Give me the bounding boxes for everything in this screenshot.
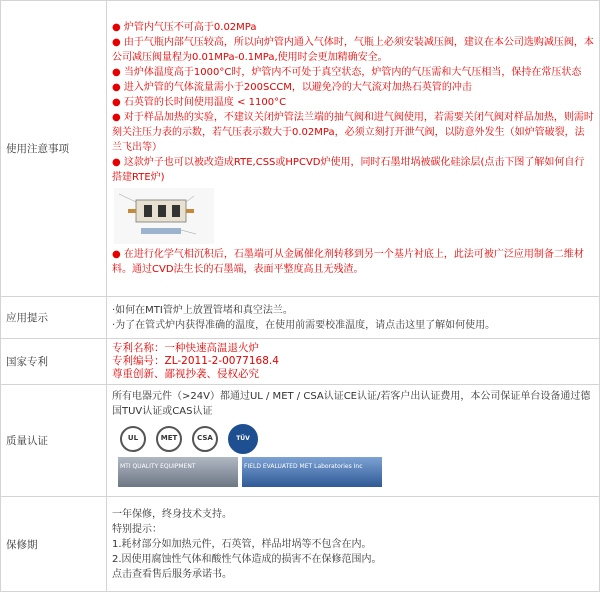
warranty-line: 一年保修，终身技术支持。 xyxy=(112,508,232,520)
tip-link[interactable]: ·如何在MTI管炉上放置管堵和真空法兰。 xyxy=(112,304,293,316)
note-item-rte-link[interactable]: ● 这款炉子也可以被改造成RTE,CSS或HPCVD炉使用，同时石墨坩埚被碳化硅涂层(点击下图了解如何自行搭建RTE炉) xyxy=(112,157,585,183)
row-usage-notes xyxy=(1,1,600,297)
warranty-line: 1.耗材部分如加热元件，石英管，样品坩埚等不包含在内。 xyxy=(112,538,372,550)
csa-logo-icon: CSA xyxy=(192,426,218,452)
note-item: ● 在进行化学气相沉积后，石墨端可从金属催化剂转移到另一个基片衬底上，此法可被广泛应用制备二维材料。通过CVD法生长的石墨端，表面平整度高且无残渣。 xyxy=(112,249,584,275)
warranty-line: 特别提示： xyxy=(112,523,162,535)
rte-diagram-image[interactable] xyxy=(114,188,214,244)
certification-text: 所有电器元件（>24V）都通过UL / MET / CSA认证CE认证/若客户出认证费用，本公司保证单台设备通过德国TUV认证或CAS认证 xyxy=(112,390,591,417)
row-label: 国家专利 xyxy=(1,339,107,385)
tip-link[interactable]: ·为了在管式炉内获得准确的温度，在使用前需要校准温度，请点击这里了解如何使用。 xyxy=(112,319,496,331)
ul-logo-icon: UL xyxy=(120,426,146,452)
tuv-logo-icon: TÜV xyxy=(228,424,258,454)
warranty-line: 2.因使用腐蚀性气体和酸性气体造成的损害不在保修范围内。 xyxy=(112,553,382,565)
row-patent xyxy=(1,339,600,385)
cert-logos xyxy=(120,425,594,453)
application-tips-content xyxy=(107,297,600,339)
mti-quality-label-image: MTI QUALITY EQUIPMENT xyxy=(118,457,238,487)
usage-notes-content xyxy=(107,1,600,297)
row-application-tips xyxy=(1,297,600,339)
row-label: 质量认证 xyxy=(1,385,107,497)
patent-note: 尊重创新、鄙视抄袭、侵权必究 xyxy=(112,368,259,380)
note-item: ● 进入炉管的气体流量需小于200SCCM，以避免冷的大气流对加热石英管的冲击 xyxy=(112,82,472,93)
row-label: 保修期 xyxy=(1,497,107,592)
patent-number: 专利编号：ZL-2011-2-0077168.4 xyxy=(112,355,279,367)
row-warranty xyxy=(1,497,600,592)
patent-content xyxy=(107,339,600,385)
service-commitment-link[interactable]: 点击查看售后服务承诺书。 xyxy=(112,568,232,580)
note-item: ● 由于气瓶内部气压较高，所以向炉管内通入气体时，气瓶上必须安装减压阀，建议在本公司选购减压阀，本公司减压阀量程为0.01MPa-0.1MPa,使用时会更加精确安全。 xyxy=(112,37,594,63)
patent-name: 专利名称：一种快速高温退火炉 xyxy=(112,342,259,354)
note-item: ● 石英管的长时间使用温度 < 1100°C xyxy=(112,97,287,108)
row-label: 使用注意事项 xyxy=(1,1,107,297)
met-field-label-image: FIELD EVALUATED MET Laboratories Inc xyxy=(242,457,382,487)
cert-label-images xyxy=(118,457,594,489)
warranty-content xyxy=(107,497,600,592)
certification-content xyxy=(107,385,600,497)
note-item: ● 炉管内气压不可高于0.02MPa xyxy=(112,22,257,33)
note-item: ● 当炉体温度高于1000°C时，炉管内不可处于真空状态，炉管内的气压需和大气压相当，保持在常压状态 xyxy=(112,67,582,78)
met-logo-icon: MET xyxy=(156,426,182,452)
row-label: 应用提示 xyxy=(1,297,107,339)
row-quality-certification xyxy=(1,385,600,497)
note-item: ● 对于样品加热的实验，不建议关闭炉管法兰端的抽气阀和进气阀使用，若需要关闭气阀对样品加热，则需时刻关注压力表的示数，若气压表示数大于0.02MPa，必须立刻打开泄气阀，以防意外发生（如炉管破裂，法兰飞出等） xyxy=(112,112,594,153)
